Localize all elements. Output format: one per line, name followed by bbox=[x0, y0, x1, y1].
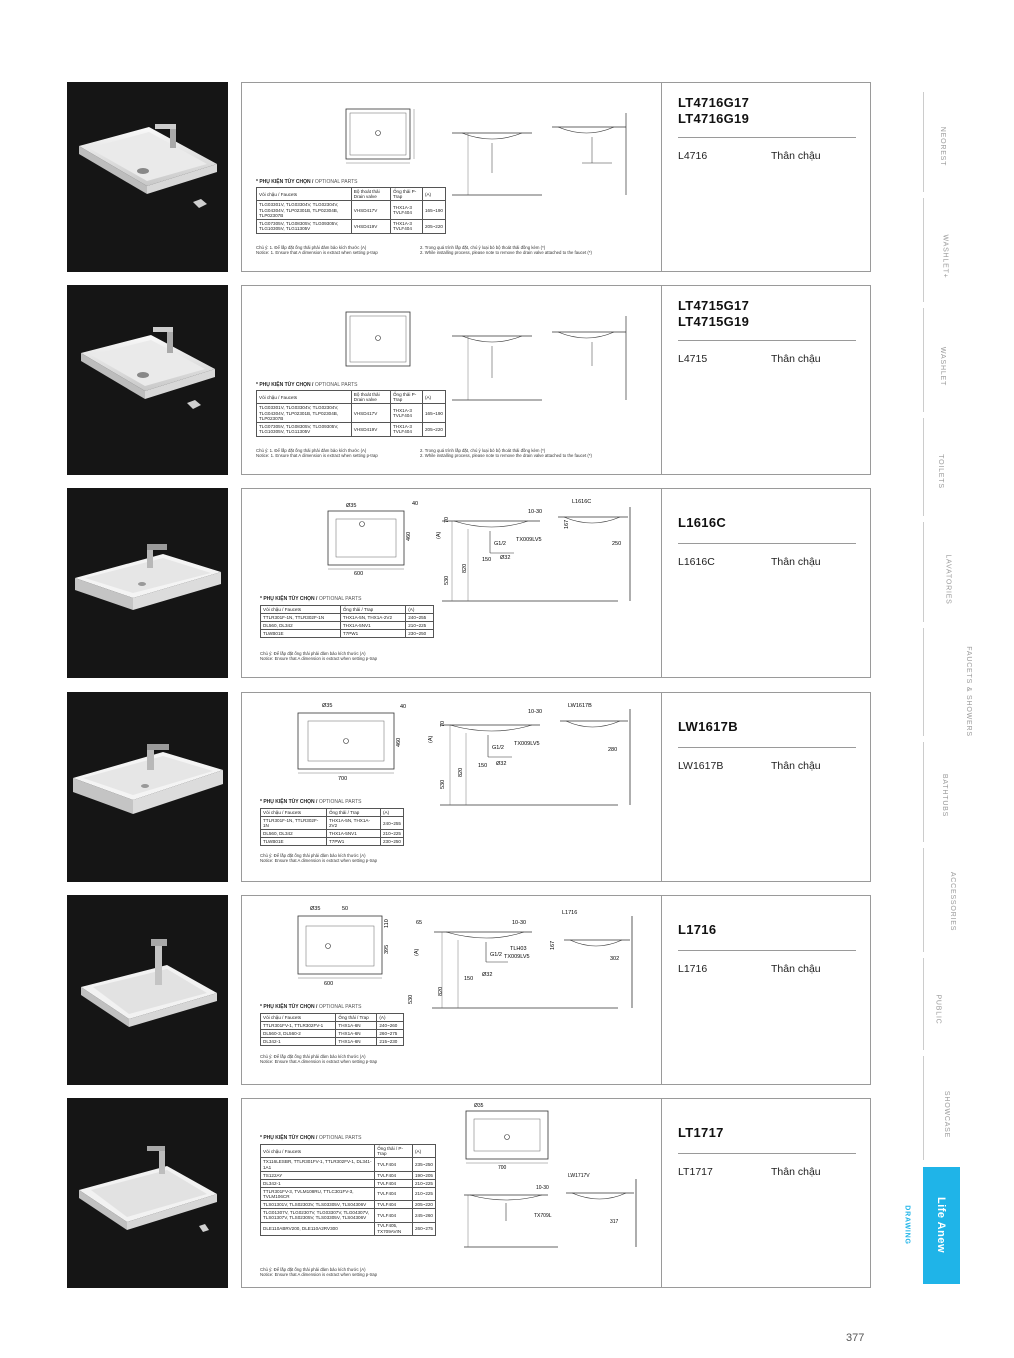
sidebar-item-washlet-plus[interactable]: WASHLET+ bbox=[941, 234, 949, 279]
table-row: TTLR301F-1N, TTLR302F-1N THX1A-5N, THX1A-2V2 240~255 bbox=[261, 614, 434, 622]
gap-dim: 10-30 bbox=[528, 709, 543, 715]
notice: Chú ý: 1. Để lắp đặt ống thải phải đảm bảo kích thước (A) Notice: 1. Ensure that A dimension is extract when setting p-trap bbox=[256, 245, 378, 256]
dimension-drawing bbox=[242, 83, 718, 271]
divider bbox=[678, 543, 856, 544]
dimension-drawing bbox=[242, 286, 718, 474]
divider bbox=[678, 1153, 856, 1154]
optional-parts-table: Vòi chậu / Faucets Bộ thoát thải Drain valve Ống thải P-Trap (A) TLG03301V, TLG03304V, TLG02304V, TLG04304V, TLP02301B, TLP02304B, TLP02307B VHSD417V THX1A-3 TVLF404 165~190 TLG07305V, TLG08305V, TLG09305V, TLG10305V, TLG11305V VHSD419V THX1A-3 TVLF404 205~220 bbox=[256, 390, 446, 437]
table-row: TTLR301FV-3, TVLM108RU, TTLC301FV-3, TVLM106CR TVLF404 210~225 bbox=[261, 1187, 436, 1200]
washbasin-image bbox=[67, 488, 228, 678]
table-row: TX116LESBR, TTLR301FV-1, TTLR302FV-1, DL341-1A1 TVLF404 235~250 bbox=[261, 1158, 436, 1171]
sidebar-item-faucets-showers[interactable]: FAUCETS & SHOWERS bbox=[964, 646, 972, 737]
gap-dim: 10-30 bbox=[536, 1185, 549, 1191]
drain-dim: 150 bbox=[482, 557, 492, 563]
brand-tab-text: Life Anew bbox=[935, 1196, 947, 1254]
part-name: Thân chậu bbox=[771, 1166, 821, 1178]
depth-dim: 460 bbox=[396, 737, 402, 747]
table-row: TLWB01E T7PW1 230~250 bbox=[261, 630, 434, 638]
floor-dim: 820 bbox=[438, 986, 444, 996]
product-row bbox=[67, 692, 871, 882]
optional-parts-title: * PHỤ KIỆN TÙY CHỌN / OPTIONAL PARTS bbox=[260, 799, 362, 805]
side-h-dim: 167 bbox=[550, 940, 556, 950]
part-name: Thân chậu bbox=[771, 963, 821, 975]
table-row: TLG07305V, TLG08305V, TLG09305V, TLG10305V, TLG11305V VHSD419V THX1A-3 TVLF404 205~220 bbox=[257, 423, 446, 436]
pipe-dim: Ø32 bbox=[500, 555, 511, 561]
table-row: DLE110ABRV200, DLE110A2RV300 TVLF405, TX709AVIN 260~275 bbox=[261, 1222, 436, 1235]
part-name: Thân chậu bbox=[771, 556, 821, 568]
divider bbox=[678, 137, 856, 138]
technical-drawing bbox=[241, 488, 719, 678]
technical-drawing bbox=[241, 692, 719, 882]
optional-parts-title: * PHỤ KIỆN TÙY CHỌN / OPTIONAL PARTS bbox=[260, 596, 362, 602]
drain-dim: 150 bbox=[464, 976, 474, 982]
sidebar-item-showcase[interactable]: SHOWCASE bbox=[943, 1090, 951, 1139]
model-number: L1616C bbox=[678, 515, 727, 530]
optional-parts-title: * PHỤ KIỆN TÙY CHỌN / OPTIONAL PARTS bbox=[260, 1135, 362, 1141]
side-dim: 302 bbox=[610, 956, 620, 962]
sidebar-item-neorest[interactable]: NEOREST bbox=[939, 126, 947, 167]
optional-parts-table: Vòi chậu / Faucets Ống thải / P-Trap (A) TX116LESBR, TTLR301FV-1, TTLR302FV-1, DL341-1A1 TVLF404 235~250 TS122AY TVLF404 190~205 DL342-1 TVLF404 210~225 TTLR301FV-3, TVLM108RU, TTLC301FV-3, TVLM106CR TVLF404 210~225 TLS01301V, TLS02303V, TLS03305V, TLS04306V TVLF404 205~220 TLG01307V, TLG02307V, TLG03307V, TLG04307V, TLS01307V, TLS02305V, TLS03305V, TLS04306V TVLF404 245~260 DLE110ABRV200, DLE110A2RV300 TVLF405, TX709AVIN 260~275 bbox=[260, 1144, 436, 1236]
product-photo bbox=[67, 82, 228, 272]
width-dim: 600 bbox=[324, 981, 334, 987]
notice: 2. Trong quá trình lắp đặt, chú ý loại bỏ bộ thoát thải đồng kèm (*) 2. While installing process, please note to remove the drain valve attached to the faucet (*) bbox=[420, 245, 592, 256]
notice: Chú ý: Để lắp đặt ống thải phải đảm bảo kích thước (A) Notice: Ensure that A dimension is extract when setting p-trap bbox=[260, 853, 378, 864]
model-number: LW1617B bbox=[678, 719, 738, 734]
optional-parts-title: * PHỤ KIỆN TÙY CHỌN / OPTIONAL PARTS bbox=[260, 1004, 362, 1010]
trap-label: TX009LV5 bbox=[514, 741, 540, 747]
side-dim: 317 bbox=[610, 1219, 619, 1225]
washbasin-image bbox=[67, 82, 228, 272]
technical-drawing bbox=[241, 82, 719, 272]
table-row: DL342-1 THX1A-6N 215~230 bbox=[261, 1038, 404, 1046]
tag-label: L1716 bbox=[562, 910, 578, 916]
part-name: Thân chậu bbox=[771, 760, 821, 772]
trap-label: TX009LV5 bbox=[504, 954, 530, 960]
width-dim: 700 bbox=[338, 776, 348, 782]
side-h-dim: 167 bbox=[564, 519, 570, 529]
trap-label: TX709L bbox=[534, 1213, 552, 1219]
part-code: L4716 bbox=[678, 150, 708, 162]
model-number: L1716 bbox=[678, 922, 717, 937]
sidebar-item-washlet[interactable]: WASHLET bbox=[939, 346, 947, 387]
sidebar-item-accessories[interactable]: ACCESSORIES bbox=[949, 871, 957, 932]
rim-dim: 70 bbox=[440, 720, 446, 727]
product-info bbox=[661, 82, 871, 272]
optional-parts-table: Vòi chậu / Faucets Ống thải / Trap (A) TTLR301F-1N, TTLR302F-1N THX1A-5N, THX1A-2V2 240~255 DL560, DL342 THX1A-5NV1 210~225 TLWB01E T7PW1 230~250 bbox=[260, 808, 404, 846]
table-row: DL560, DL342 THX1A-5NV1 210~225 bbox=[261, 622, 434, 630]
part-code: L1616C bbox=[678, 556, 715, 568]
gap-dim: 10-30 bbox=[528, 509, 543, 515]
washbasin-image bbox=[67, 895, 228, 1085]
table-row: TLWB01E T7PW1 230~250 bbox=[261, 838, 404, 846]
table-row: DL342-1 TVLF404 210~225 bbox=[261, 1179, 436, 1187]
product-row bbox=[67, 285, 871, 475]
product-info bbox=[661, 285, 871, 475]
sidebar-item-public[interactable]: PUBLIC bbox=[934, 994, 942, 1025]
table-row: TLG03301V, TLG03304V, TLG02304V, TLG04304V, TLP02301B, TLP02304B, TLP02307B VHSD417V THX1A-3 TVLF404 165~190 bbox=[257, 404, 446, 423]
optional-parts-table: Vòi chậu / Faucets Ống thải / Trap (A) TTLR301F-1N, TTLR302F-1N THX1A-5N, THX1A-2V2 240~255 DL560, DL342 THX1A-5NV1 210~225 TLWB01E T7PW1 230~250 bbox=[260, 605, 434, 638]
rim-dim: 110 bbox=[384, 919, 390, 928]
rim-dim: 70 bbox=[444, 516, 450, 523]
thread-dim: G1/2 bbox=[492, 745, 504, 751]
optional-parts-table: Vòi chậu / Faucets Ống thải / Trap (A) TTLR301FV-1, TTLR302FV-1 THX1A-6N 240~260 DL560-3, DL560-2 THX1A-6N 260~275 DL342-1 THX1A-6N 215~230 bbox=[260, 1013, 404, 1046]
a-dim: (A) bbox=[414, 948, 420, 956]
thread-dim: G1/2 bbox=[490, 952, 502, 958]
table-row: TTLR301FV-1, TTLR302FV-1 THX1A-6N 240~260 bbox=[261, 1022, 404, 1030]
part-code: LT1717 bbox=[678, 1166, 713, 1178]
depth-dim: 460 bbox=[406, 531, 412, 541]
optional-parts-title: * PHỤ KIỆN TÙY CHỌN / OPTIONAL PARTS bbox=[256, 179, 358, 185]
extra2-dim: 65 bbox=[416, 920, 423, 926]
optional-parts-title: * PHỤ KIỆN TÙY CHỌN / OPTIONAL PARTS bbox=[256, 382, 358, 388]
width-dim: 600 bbox=[354, 571, 364, 577]
extra-label: TLH03 bbox=[510, 946, 527, 952]
model-number: LT4715G17 LT4715G19 bbox=[678, 298, 750, 329]
table-row: DL560, DL342 THX1A-5NV1 210~225 bbox=[261, 830, 404, 838]
a-dim: (A) bbox=[436, 531, 442, 539]
washbasin-image bbox=[67, 1098, 228, 1288]
tag-label: LW1617B bbox=[568, 703, 592, 709]
offset-dim: 40 bbox=[412, 501, 419, 507]
divider bbox=[678, 340, 856, 341]
washbasin-image bbox=[67, 285, 228, 475]
floor-dim: 820 bbox=[458, 767, 464, 777]
hole-dim: Ø35 bbox=[474, 1103, 484, 1109]
optional-parts-table: Vòi chậu / Faucets Bộ thoát thải Drain valve Ống thải P-Trap (A) TLG03301V, TLG03304V, TLG02304V, TLG04304V, TLP02301B, TLP02304B, TLP02307B VHSD417V THX1A-3 TVLF404 165~190 TLG07305V, TLG08305V, TLG09305V, TLG10305V, TLG11305V VHSD419V THX1A-3 TVLF404 205~220 bbox=[256, 187, 446, 234]
height-dim: 530 bbox=[444, 575, 450, 585]
pipe-dim: Ø32 bbox=[482, 972, 493, 978]
dimension-drawing bbox=[242, 489, 718, 677]
tag-label: LW1717V bbox=[568, 1173, 590, 1179]
product-photo bbox=[67, 895, 228, 1085]
technical-drawing bbox=[241, 1098, 719, 1288]
product-info bbox=[661, 1098, 871, 1288]
product-photo bbox=[67, 1098, 228, 1288]
product-info bbox=[661, 895, 871, 1085]
divider bbox=[678, 950, 856, 951]
divider bbox=[678, 747, 856, 748]
part-code: LW1617B bbox=[678, 760, 724, 772]
notice: Chú ý: Để lắp đặt ống thải phải đảm bảo kích thước (A) Notice: Ensure that A dimension is extract when setting p-trap bbox=[260, 1267, 378, 1278]
floor-dim: 820 bbox=[462, 563, 468, 573]
table-row: TLG01307V, TLG02307V, TLG03307V, TLG04307V, TLS01307V, TLS02305V, TLS03305V, TLS04306V TVLF404 245~260 bbox=[261, 1209, 436, 1222]
gap-dim: 10-30 bbox=[512, 920, 527, 926]
tag-label: L1616C bbox=[572, 499, 592, 505]
pipe-dim: Ø32 bbox=[496, 761, 507, 767]
table-row: DL560-3, DL560-2 THX1A-6N 260~275 bbox=[261, 1030, 404, 1038]
product-info bbox=[661, 488, 871, 678]
page-number: 377 bbox=[846, 1332, 865, 1344]
sidebar-item-drawing[interactable]: DRAWING bbox=[903, 1205, 911, 1245]
product-photo bbox=[67, 488, 228, 678]
product-row bbox=[67, 1098, 871, 1288]
thread-dim: G1/2 bbox=[494, 541, 506, 547]
model-number: LT1717 bbox=[678, 1125, 724, 1140]
hole-dim: Ø35 bbox=[310, 906, 321, 912]
part-code: L1716 bbox=[678, 963, 708, 975]
model-number: LT4716G17 LT4716G19 bbox=[678, 95, 750, 126]
notice: Chú ý: Để lắp đặt ống thải phải đảm bảo kích thước (A) Notice: Ensure that A dimension is extract when setting p-trap bbox=[260, 1054, 378, 1065]
technical-drawing bbox=[241, 895, 719, 1085]
sidebar-item-toilets[interactable]: TOILETS bbox=[936, 454, 944, 489]
height-dim: 530 bbox=[440, 779, 446, 789]
offset-dim: 40 bbox=[400, 704, 407, 710]
part-code: L4715 bbox=[678, 353, 708, 365]
part-name: Thân chậu bbox=[771, 150, 821, 162]
height-dim: 530 bbox=[408, 994, 414, 1004]
hole-dim: Ø35 bbox=[322, 703, 333, 709]
product-row bbox=[67, 82, 871, 272]
product-photo bbox=[67, 285, 228, 475]
side-dim: 250 bbox=[612, 541, 622, 547]
hole-dim: Ø35 bbox=[346, 503, 357, 509]
a-dim: (A) bbox=[428, 735, 434, 743]
trap-label: TX009LV5 bbox=[516, 537, 542, 543]
depth-dim: 395 bbox=[384, 944, 390, 954]
brand-tab bbox=[923, 1167, 960, 1284]
notice: 2. Trong quá trình lắp đặt, chú ý loại bỏ bộ thoát thải đồng kèm (*) 2. While installing process, please note to remove the drain valve attached to the faucet (*) bbox=[420, 448, 592, 459]
side-dim: 280 bbox=[608, 747, 618, 753]
technical-drawing bbox=[241, 285, 719, 475]
washbasin-image bbox=[67, 692, 228, 882]
table-row: TTLR301F-1N, TTLR302F-1N THX1A-5N, THX1A-2V2 240~255 bbox=[261, 817, 404, 830]
table-row: TS122AY TVLF404 190~205 bbox=[261, 1171, 436, 1179]
product-row bbox=[67, 895, 871, 1085]
table-row: TLS01301V, TLS02303V, TLS03305V, TLS04306V TVLF404 205~220 bbox=[261, 1201, 436, 1209]
sidebar-item-lavatories[interactable]: LAVATORIES bbox=[944, 554, 952, 605]
sidebar-item-bathtubs[interactable]: BATHTUBS bbox=[941, 773, 949, 818]
part-name: Thân chậu bbox=[771, 353, 821, 365]
product-photo bbox=[67, 692, 228, 882]
notice: Chú ý: Để lắp đặt ống thải phải đảm bảo kích thước (A) Notice: Ensure that A dimension is extract when setting p-trap bbox=[260, 651, 378, 662]
offset-dim: 50 bbox=[342, 906, 349, 912]
table-row: TLG07305V, TLG08305V, TLG09305V, TLG10305V, TLG11305V VHSD419V THX1A-3 TVLF404 205~220 bbox=[257, 220, 446, 233]
product-row bbox=[67, 488, 871, 678]
table-row: TLG03301V, TLG03304V, TLG02304V, TLG04304V, TLP02301B, TLP02304B, TLP02307B VHSD417V THX1A-3 TVLF404 165~190 bbox=[257, 201, 446, 220]
width-dim: 700 bbox=[498, 1165, 507, 1171]
product-info bbox=[661, 692, 871, 882]
drain-dim: 150 bbox=[478, 763, 488, 769]
notice: Chú ý: 1. Để lắp đặt ống thải phải đảm bảo kích thước (A) Notice: 1. Ensure that A dimension is extract when setting p-trap bbox=[256, 448, 378, 459]
